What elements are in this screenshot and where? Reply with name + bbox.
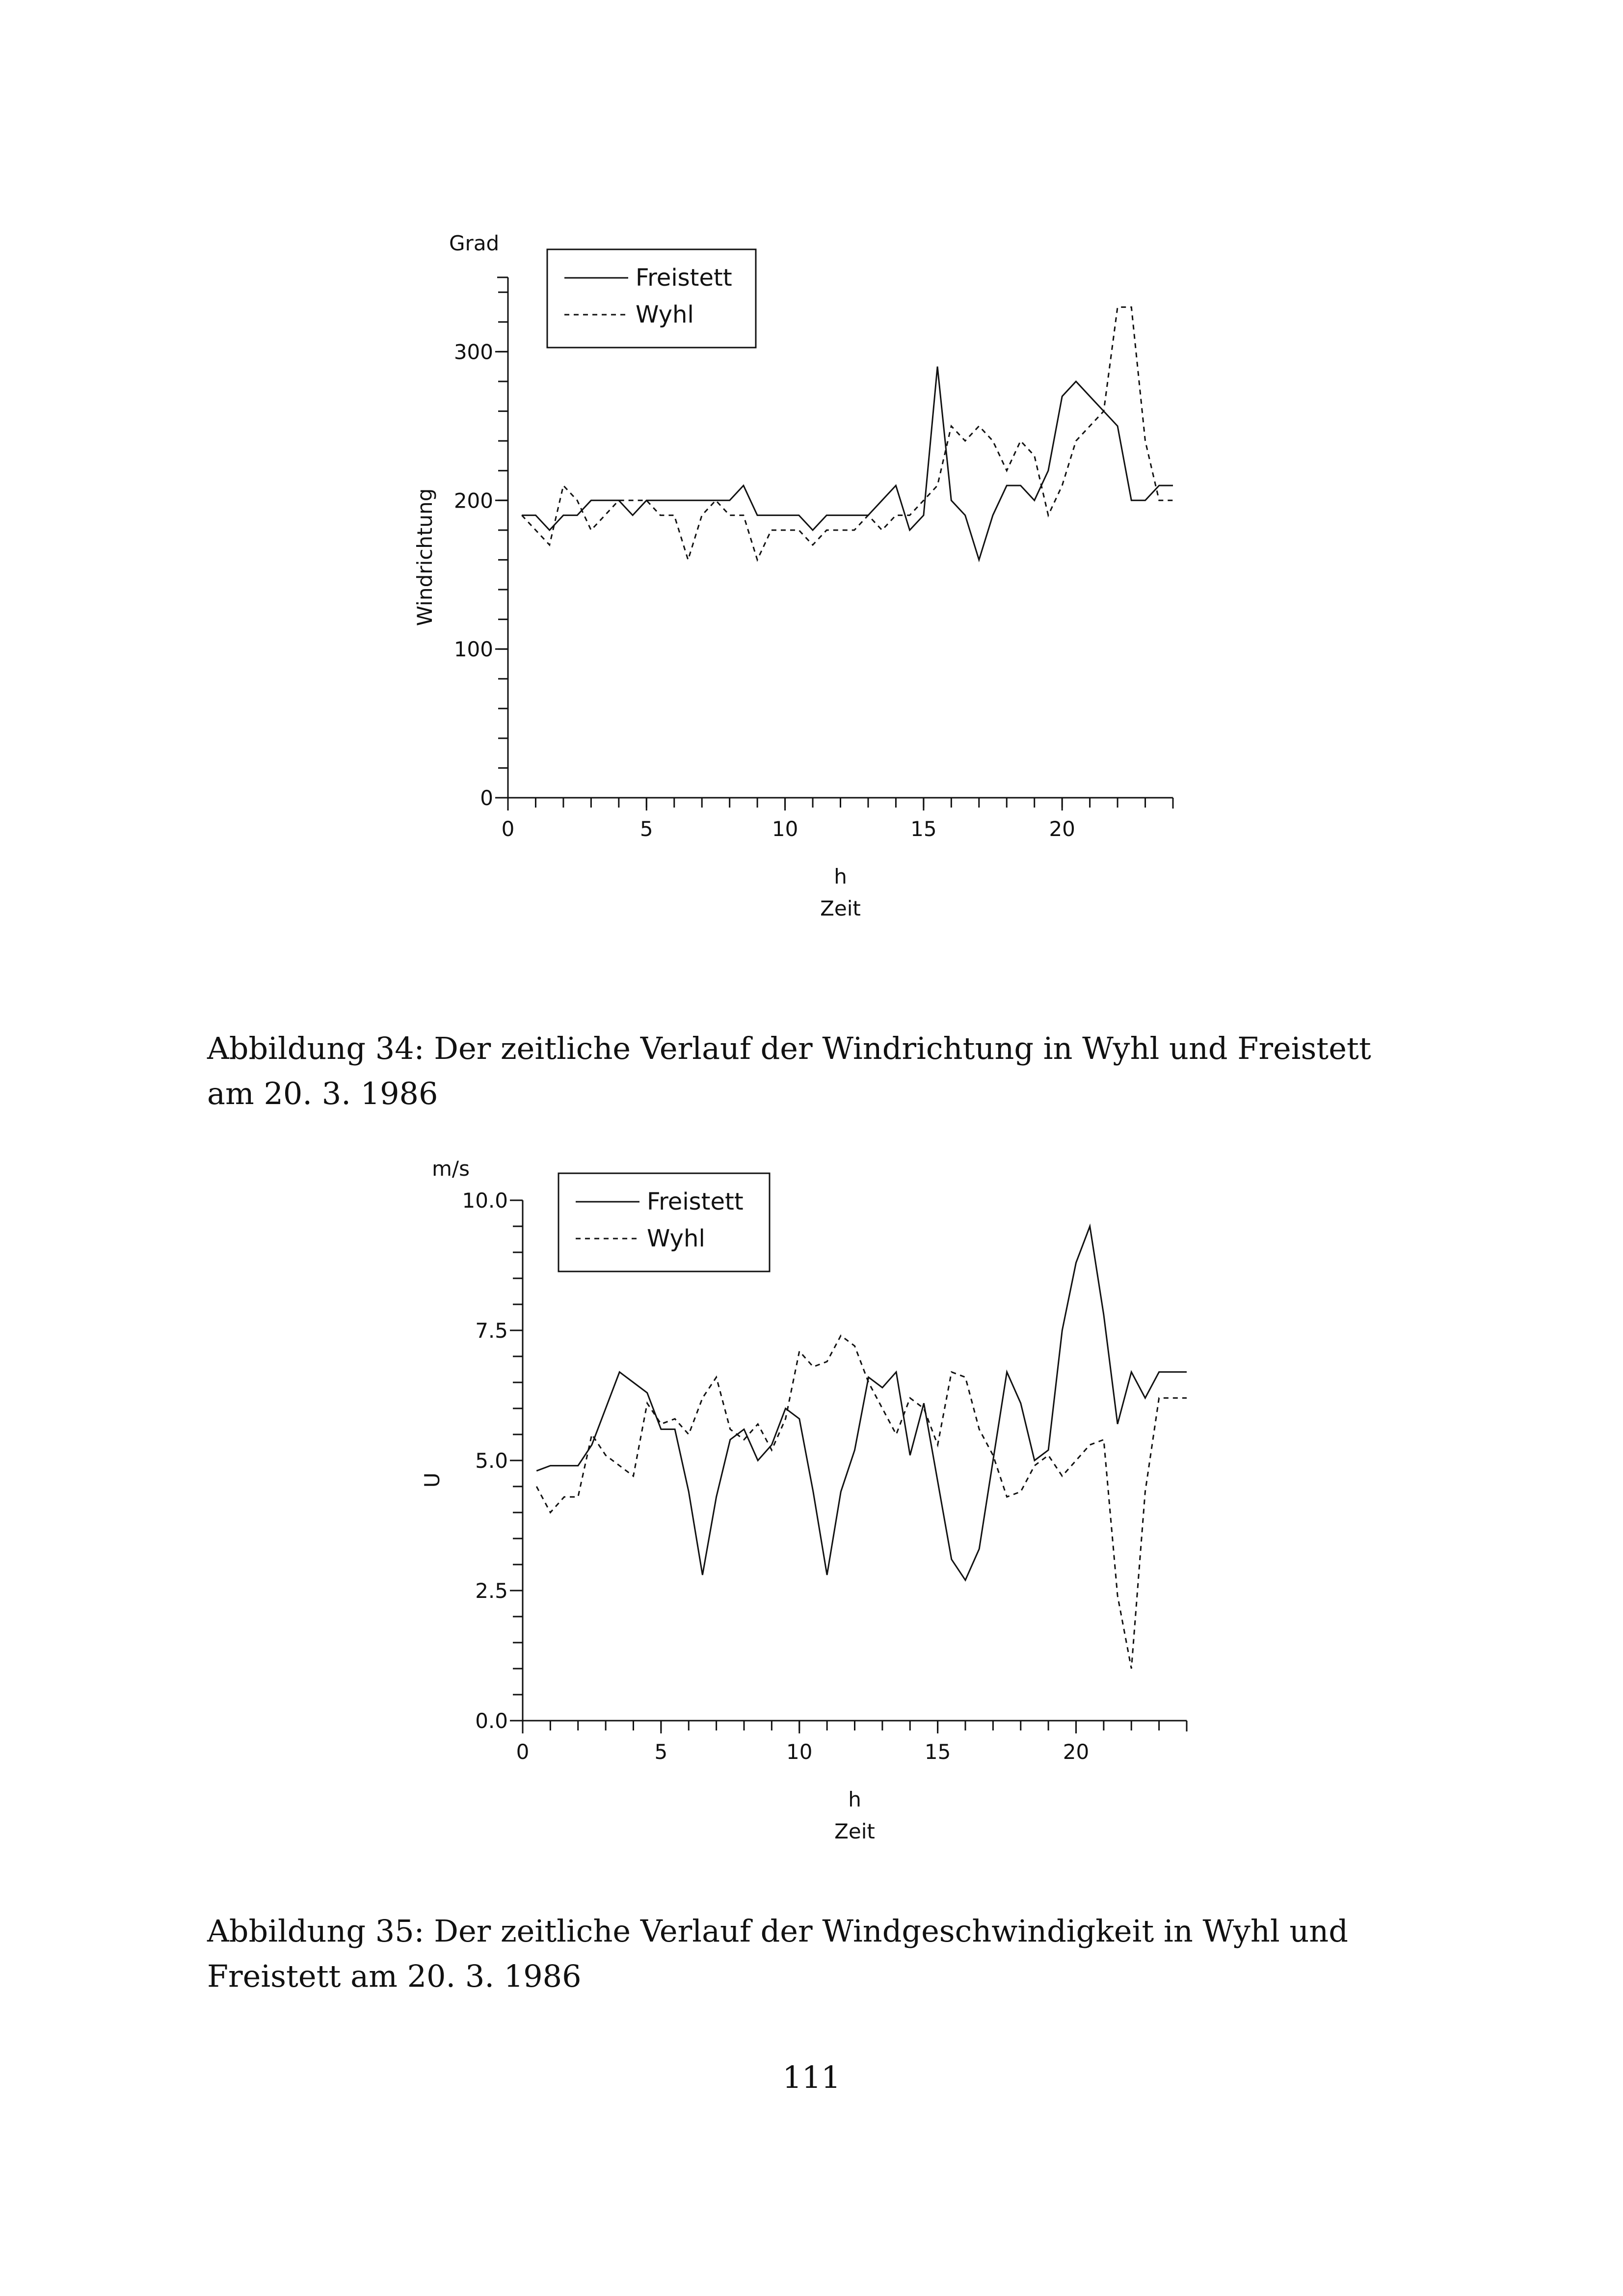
- y-tick-label: 0: [480, 786, 493, 810]
- figure-35-caption-text: Der zeitliche Verlauf der Windgeschwindigkeit in Wyhl und Freistett am 20. 3. 1986: [207, 1913, 1348, 1994]
- y-tick-label: 200: [453, 488, 493, 513]
- figure-34-caption-label: Abbildung 34:: [207, 1030, 425, 1066]
- y-axis-title: Windrichtung: [413, 488, 437, 626]
- x-tick-label: 5: [654, 1740, 668, 1764]
- x-axis-title: Zeit: [820, 896, 861, 920]
- y-tick-label: 7.5: [475, 1319, 508, 1343]
- x-tick-label: 5: [639, 817, 653, 841]
- series-line-freistett: [536, 1226, 1187, 1580]
- x-tick-label: 15: [910, 817, 937, 841]
- y-axis-unit: Grad: [449, 231, 500, 255]
- y-tick-label: 10.0: [462, 1189, 508, 1213]
- y-tick-label: 2.5: [475, 1579, 508, 1603]
- x-tick-label: 20: [1049, 817, 1075, 841]
- x-axis-title: Zeit: [834, 1819, 875, 1843]
- x-tick-label: 10: [786, 1740, 813, 1764]
- y-axis-unit: m/s: [432, 1157, 470, 1181]
- legend-label-wyhl: Wyhl: [647, 1225, 705, 1252]
- x-tick-label: 0: [516, 1740, 530, 1764]
- y-tick-label: 100: [453, 637, 493, 662]
- x-axis-unit: h: [848, 1787, 861, 1811]
- wind-direction-chart: [413, 231, 1173, 920]
- legend-label-freistett: Freistett: [636, 264, 732, 292]
- figure-35-caption-label: Abbildung 35:: [207, 1913, 425, 1949]
- figure-34-caption-text: Der zeitliche Verlauf der Windrichtung in Wyhl und Freistett am 20. 3. 1986: [207, 1030, 1371, 1111]
- legend-label-wyhl: Wyhl: [636, 301, 694, 328]
- y-axis-title: U: [420, 1472, 444, 1488]
- y-tick-label: 300: [453, 340, 493, 364]
- wind-speed-chart: [420, 1157, 1187, 1843]
- figure-34-caption: [207, 1026, 1380, 1116]
- x-tick-label: 20: [1063, 1740, 1090, 1764]
- x-tick-label: 15: [924, 1740, 951, 1764]
- y-tick-label: 0.0: [475, 1709, 508, 1733]
- y-tick-label: 5.0: [475, 1449, 508, 1473]
- x-axis-unit: h: [834, 864, 847, 889]
- x-tick-label: 0: [501, 817, 515, 841]
- page-number: 111: [782, 2059, 841, 2095]
- x-tick-label: 10: [772, 817, 798, 841]
- series-line-wyhl: [536, 1336, 1187, 1669]
- figure-35-caption: [207, 1909, 1380, 1999]
- legend-label-freistett: Freistett: [647, 1188, 744, 1216]
